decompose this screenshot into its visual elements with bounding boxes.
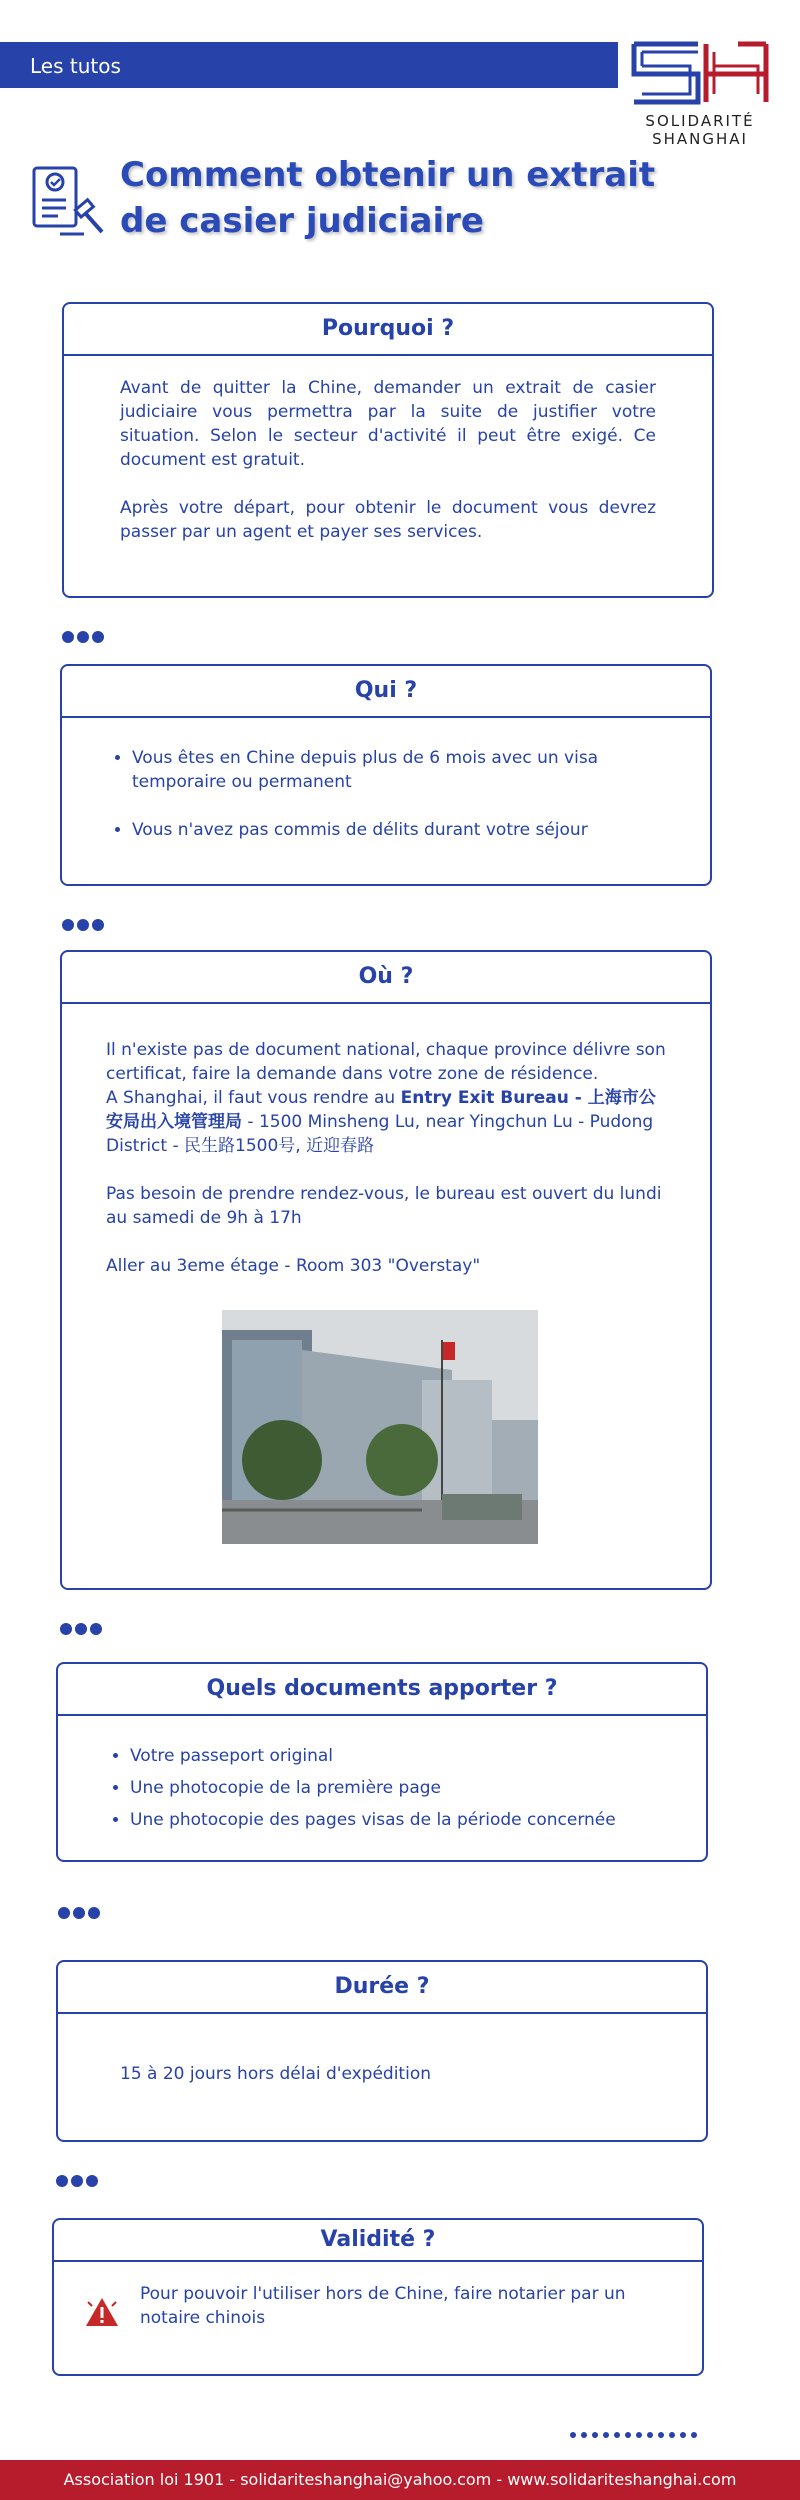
separator-dots (56, 2172, 101, 2186)
card-ou-body (106, 1038, 670, 1302)
logo-text-line1: SOLIDARITÉ (645, 112, 755, 130)
card-ou-heading: Où ? (62, 952, 710, 1004)
qui-list (112, 746, 654, 842)
card-qui-body (112, 746, 654, 850)
card-validite (52, 2218, 704, 2376)
card-pourquoi-body (120, 376, 656, 568)
ou-paragraph-3: Pas besoin de prendre rendez-vous, le bureau est ouvert du lundi au samedi de 9h à 17h (106, 1184, 662, 1228)
logo-text-line2: SHANGHAI (652, 130, 748, 148)
pourquoi-paragraph-2: Après votre départ, pour obtenir le document vous devrez passer par un agent et payer ses services. (120, 498, 656, 542)
footer-bar (0, 2460, 800, 2500)
ou-address-bureau: Entry Exit Bureau - 上海市公安局出入境管理局 (106, 1088, 656, 1132)
separator-dots (60, 1620, 105, 1634)
logo (628, 40, 772, 152)
list-item: • Vous n'avez pas commis de délits durant votre séjour (132, 818, 654, 842)
card-validite-heading: Validité ? (54, 2220, 702, 2262)
documents-list (110, 1744, 666, 1832)
page-title-line2: de casier judiciaire (120, 201, 484, 241)
ou-address-prefix: A Shanghai, il faut vous rendre au (106, 1088, 401, 1108)
ou-paragraph-4: Aller au 3eme étage - Room 303 "Overstay" (106, 1256, 481, 1276)
separator-dots (62, 628, 107, 642)
card-qui (60, 664, 712, 886)
card-pourquoi (62, 302, 714, 598)
card-duree-heading: Durée ? (58, 1962, 706, 2014)
ou-address-suffix: - 1500 Minsheng Lu, near Yingchun Lu - Pudong District - 民生路1500号, 近迎春路 (106, 1112, 654, 1156)
list-item: • Une photocopie de la première page (130, 1776, 666, 1800)
card-documents-body (110, 1744, 666, 1840)
pourquoi-paragraph-1: Avant de quitter la Chine, demander un extrait de casier judiciaire vous permettra par la suite de justifier votre situation. Selon le secteur d'activité il peut être exigé. Ce document est gratuit. (120, 378, 656, 470)
bureau-building-photo (222, 1310, 538, 1544)
card-duree (56, 1960, 708, 2142)
separator-dots (58, 1904, 103, 1918)
document-gavel-icon (30, 164, 110, 244)
header-tag: Les tutos (30, 54, 121, 78)
card-duree-text: 15 à 20 jours hors délai d'expédition (120, 2064, 431, 2084)
card-documents-heading: Quels documents apporter ? (58, 1664, 706, 1716)
card-pourquoi-heading: Pourquoi ? (64, 304, 712, 356)
separator-dots (62, 916, 107, 930)
card-ou (60, 950, 712, 1590)
card-qui-heading: Qui ? (62, 666, 710, 718)
card-validite-text: Pour pouvoir l'utiliser hors de Chine, faire notarier par un notaire chinois (140, 2284, 626, 2328)
header-bar (0, 42, 618, 88)
warning-icon (84, 2296, 120, 2328)
card-documents (56, 1662, 708, 1862)
ou-paragraph-2 (106, 1086, 670, 1158)
logo-mark-icon (628, 40, 772, 106)
list-item: • Vous êtes en Chine depuis plus de 6 mois avec un visa temporaire ou permanent (132, 746, 654, 794)
page-title (120, 152, 656, 244)
list-item: • Votre passeport original (130, 1744, 666, 1768)
ou-paragraph-1: Il n'existe pas de document national, chaque province délivre son certificat, faire la demande dans votre zone de résidence. (106, 1040, 666, 1084)
footer-text: Association loi 1901 - solidariteshanghai@yahoo.com - www.solidariteshanghai.com (63, 2470, 737, 2489)
decorative-dots (570, 2423, 702, 2442)
page-title-line1: Comment obtenir un extrait (120, 155, 656, 195)
list-item: • Une photocopie des pages visas de la période concernée (130, 1808, 666, 1832)
